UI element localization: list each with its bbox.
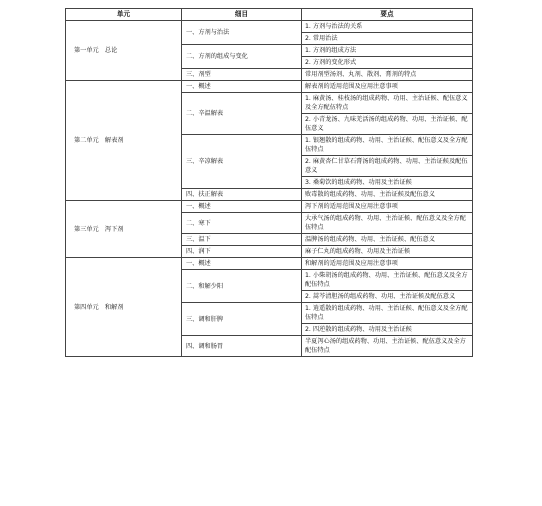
table-row xyxy=(66,201,473,213)
subitem-cell: 一、方剂与治法 xyxy=(182,21,302,45)
subitem-cell: 二、和解少阳 xyxy=(182,270,302,303)
subitem-cell: 二、寒下 xyxy=(182,213,302,234)
subitem-cell: 三、调和肝脾 xyxy=(182,303,302,336)
subitem-cell: 一、概述 xyxy=(182,258,302,270)
keypoint-cell: 1. 小柴胡汤的组成药物、功用、主治证候、配伍意义及全方配伍特点 xyxy=(302,270,473,291)
keypoint-cell: 败毒散的组成药物、功用、主治证候及配伍意义 xyxy=(302,189,473,201)
syllabus-table xyxy=(65,8,473,357)
header-unit: 单元 xyxy=(66,9,182,21)
subitem-cell: 三、温下 xyxy=(182,234,302,246)
keypoint-cell: 1. 方剂的组成方法 xyxy=(302,45,473,57)
subitem-cell: 三、辛凉解表 xyxy=(182,135,302,189)
keypoint-cell: 常用剂型汤剂、丸剂、散剂、膏剂的特点 xyxy=(302,69,473,81)
keypoint-cell: 2. 四逆散的组成药物、功用及主治证候 xyxy=(302,324,473,336)
keypoint-cell: 1. 银翘散的组成药物、功用、主治证候、配伍意义及全方配伍特点 xyxy=(302,135,473,156)
keypoint-cell: 2. 小青龙汤、九味羌活汤的组成药物、功用、主治证候、配伍意义 xyxy=(302,114,473,135)
keypoint-cell: 3. 桑菊饮的组成药物、功用及主治证候 xyxy=(302,177,473,189)
table-body xyxy=(66,21,473,357)
keypoint-cell: 1. 逍遥散的组成药物、功用、主治证候、配伍意义及全方配伍特点 xyxy=(302,303,473,324)
keypoint-cell: 温脾汤的组成药物、功用、主治证候、配伍意义 xyxy=(302,234,473,246)
keypoint-cell: 泻下剂的适用范围及应用注意事项 xyxy=(302,201,473,213)
keypoint-cell: 大承气汤的组成药物、功用、主治证候、配伍意义及全方配伍特点 xyxy=(302,213,473,234)
keypoint-cell: 麻子仁丸的组成药物、功用及主治证候 xyxy=(302,246,473,258)
header-keypoints: 要点 xyxy=(302,9,473,21)
subitem-cell: 四、润下 xyxy=(182,246,302,258)
table-row xyxy=(66,21,473,33)
keypoint-cell: 2. 方剂的变化形式 xyxy=(302,57,473,69)
keypoint-cell: 2. 麻黄杏仁甘草石膏汤的组成药物、功用、主治证候及配伍意义 xyxy=(302,156,473,177)
unit-cell: 第三单元 泻下剂 xyxy=(66,201,182,258)
subitem-cell: 一、概述 xyxy=(182,201,302,213)
table-row xyxy=(66,258,473,270)
subitem-cell: 二、辛温解表 xyxy=(182,93,302,135)
subitem-cell: 四、扶正解表 xyxy=(182,189,302,201)
keypoint-cell: 2. 蒿芩清胆汤的组成药物、功用、主治证候及配伍意义 xyxy=(302,291,473,303)
subitem-cell: 四、调和肠胃 xyxy=(182,336,302,357)
table-row xyxy=(66,81,473,93)
keypoint-cell: 半夏泻心汤的组成药物、功用、主治证候、配伍意义及全方配伍特点 xyxy=(302,336,473,357)
keypoint-cell: 和解剂的适用范围及应用注意事项 xyxy=(302,258,473,270)
unit-cell: 第二单元 解表剂 xyxy=(66,81,182,201)
table-header-row xyxy=(66,9,473,21)
subitem-cell: 一、概述 xyxy=(182,81,302,93)
unit-cell: 第四单元 和解剂 xyxy=(66,258,182,357)
subitem-cell: 三、剂型 xyxy=(182,69,302,81)
subitem-cell: 二、方剂的组成与变化 xyxy=(182,45,302,69)
unit-cell: 第一单元 总论 xyxy=(66,21,182,81)
syllabus-table-container xyxy=(65,8,472,357)
keypoint-cell: 1. 方剂与治法的关系 xyxy=(302,21,473,33)
keypoint-cell: 1. 麻黄汤、桂枝汤的组成药物、功用、主治证候、配伍意义及全方配伍特点 xyxy=(302,93,473,114)
header-subitem: 细目 xyxy=(182,9,302,21)
keypoint-cell: 2. 常用治法 xyxy=(302,33,473,45)
keypoint-cell: 解表剂的适用范围及应用注意事项 xyxy=(302,81,473,93)
